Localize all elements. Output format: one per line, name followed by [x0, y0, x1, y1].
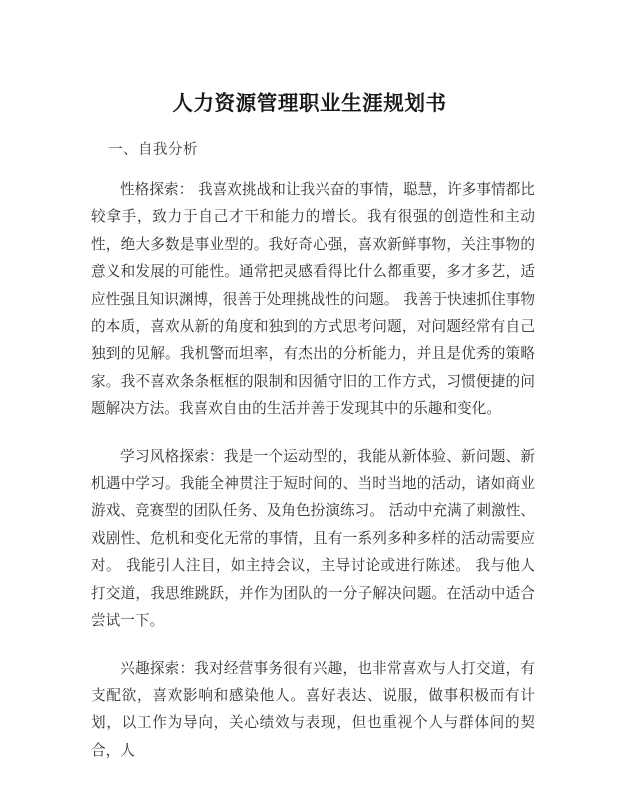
- paragraph-text: 学习风格探索：我是一个运动型的，我能从新体验、新问题、新机遇中学习。我能全神贯注于短时间的、当时当地的活动，诸如商业游戏、竞赛型的团队任务、及角色扮演练习。 活动中充满了刺激性、戏剧性、危机和变化无常的事情，且有一系列多种多样的活动需要应对。 我能引人注目，如主持会议，主导讨论或进行陈述。 我与他人打交道，我思维跳跃，并作为团队的一分子解决问题。在活动中适合尝试一下。: [91, 447, 536, 630]
- paragraph-text: 兴趣探索：我对经营事务很有兴趣，也非常喜欢与人打交道，有支配欲，喜欢影响和感染他人。喜好表达、说服，做事积极而有计划，以工作为导向，关心绩效与表现，但也重视个人与群体间的契合，人: [91, 659, 535, 759]
- paragraph-personality: [91, 176, 535, 423]
- paragraph-text: 性格探索： 我喜欢挑战和让我兴奋的事情，聪慧，许多事情都比较拿手，致力于自己才干和能力的增长。我有很强的创造性和主动性，绝大多数是事业型的。我好奇心强，喜欢新鲜事物，关注事物的意义和发展的可能性。通常把灵感看得比什么都重要，多才多艺，适应性强且知识渊博，很善于处理挑战性的问题。 我善于快速抓住事物的本质，喜欢从新的角度和独到的方式思考问题，对问题经常有自己独到的见解。我机警而坦率，有杰出的分析能力，并且是优秀的策略家。我不喜欢条条框框的限制和因循守旧的工作方式，习惯便捷的问题解决方法。我喜欢自由的生活并善于发现其中的乐趣和变化。: [91, 181, 536, 418]
- paragraph-learning-style: [91, 443, 535, 635]
- page-title: 人力资源管理职业生涯规划书: [172, 90, 447, 115]
- section-heading-self-analysis: 一、自我分析: [108, 142, 198, 158]
- document-body: [91, 176, 535, 764]
- paragraph-interests: [91, 655, 535, 765]
